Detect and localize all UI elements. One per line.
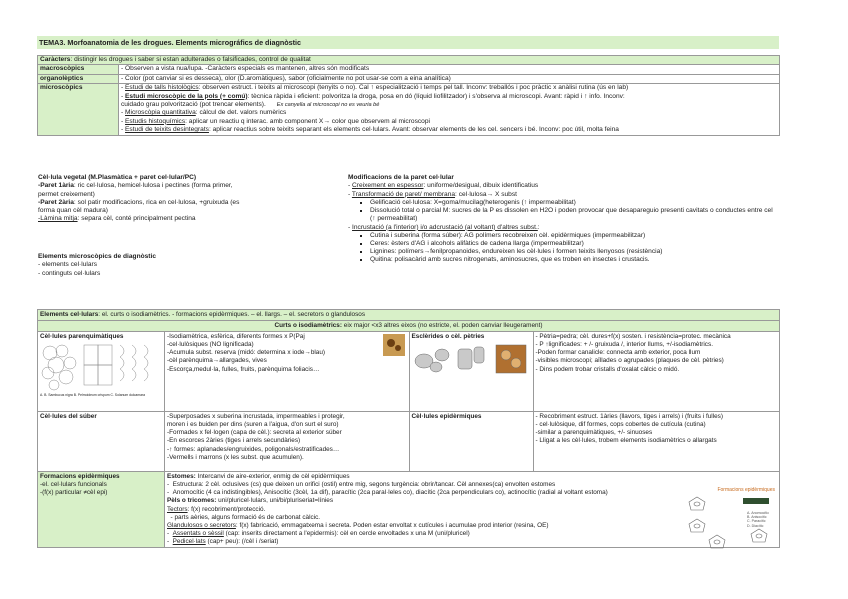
page-title: TEMA3. Morfoanatomia de les drogues. Elements micrográfics de diagnòstic bbox=[37, 36, 779, 49]
escleride-illustration bbox=[412, 341, 530, 375]
caracters-table bbox=[37, 55, 780, 136]
micro-text: - Estudi de talls histològics: observen estruct. i teixits al microscopi (tenyits o no). Cal ↑ especialització i temps pel tall. Inconv: treballós i poc pràctic x anàlisi rutina (ús en lab) - Estudi microscòpic de la pols (+ comú): tècnica ràpida i eficient: polvoritza la droga, posa en dó (líquid liofilitzador) i s'observa al microscopi. Avant: ràpid i ↑ info. Inconv: cuidado grau polvorització (pot trencar elements). Ex canyella al microscopi no es veuria bé - Microscòpia quantitativa: càlcul de det. valors numèrics - Estudis histoquímics: aplicar un reactiu q interac. amb component X→ color que observem al microscopi - Estudi de teixits desintegrats: aplicar reactius sobre teixits separant els elements cel·lulars. Avant: observar elements de les cel. sencers i bé. Inconv: poc útil, molta feina bbox=[119, 84, 780, 135]
modificacions-heading: Modificacions de la paret cel·lular bbox=[348, 174, 454, 181]
elements-micro-heading: Elements microscòpics de diagnòstic bbox=[38, 253, 156, 260]
parenquima-illustration bbox=[40, 341, 160, 393]
form-fig-title: Formacions epidèrmiques bbox=[717, 487, 775, 494]
list-item: - continguts cel·lulars bbox=[38, 269, 101, 277]
organo-label: organolèptics bbox=[38, 74, 119, 83]
form-figure: Formacions epidèrmiques A. Anomocític B. Anisocític C. Paracític D. Diacític bbox=[685, 486, 775, 557]
elements-table bbox=[37, 309, 780, 548]
caracters-header: Caràcters: distingir les drogues i saber si estan adulterades o falsificades, control de qualitat bbox=[38, 56, 780, 65]
starch-icon bbox=[383, 334, 405, 356]
escl-cell bbox=[409, 332, 533, 412]
epid-label: Cèl·lules epidèrmiques bbox=[411, 413, 482, 421]
parenq-fig-caption: A. B. Sambucus nigra B. Pelmoideum crispum C. Solanum dulcamara bbox=[40, 393, 145, 398]
cell-vegetal-heading: Cèl·lula vegetal (M.Plasmàtica + paret cel·lular/PC) bbox=[38, 174, 197, 181]
list-item: ▪ Cutina i suberina (forma súber): AG polímers recobreixen cèl. epidèrmiques (impermeabilitzar) bbox=[370, 232, 778, 240]
list-item: ▪ Ceres: èsters d'AG i alcohols alifàtics de cadena llarga (impermeabilitzar) bbox=[370, 240, 778, 248]
parenq-label: Cèl·lules parenquimàtiques bbox=[40, 333, 124, 341]
suber-label: Cèl·lules del súber bbox=[40, 413, 97, 421]
suber-cell bbox=[38, 412, 165, 472]
list-item: ▪ Quitina: polisacàrid amb sucres nitrogenats, aminosucres, que es troben en insectes i crustacis. bbox=[370, 256, 778, 264]
cell-vegetal-section: Cèl·lula vegetal (M.Plasmàtica + paret cel·lular/PC) -Paret 1ària: ric cel·lulosa, hemicel·lulosa i pectines (forma primer, permet creixement) -Paret 2ària: sol patir modificacions, rica en cel·lulosa, +gruixuda (es forma quan cèl madura) -Làmina mitja: separa cèl, conté principalment pectina bbox=[38, 174, 338, 224]
parenq-text: -Isodiamètrica, esfèrica, diferents formes x P(Paj -cel·lulòsiques (NO lignificada) -Acumula subst. reserva (midó: determina x iode→blau) -cèl parènquima→allargades, vives -Escorça,medul·la, fulles, fruits, parènquima foliacis… bbox=[164, 332, 409, 412]
list-item: ▪ Lignines: polímers→fenilpropanoides, endureixen les cèl·lules i formen teixits llenyosos (resistència) bbox=[370, 248, 778, 256]
micro-label: microscòpics bbox=[38, 84, 119, 135]
organo-text: - Color (pot canviar si es desseca), olor (D.aromàtiques), sabor (oficialmente no pot usar-se com a eina analítica) bbox=[119, 74, 780, 83]
epid-cell bbox=[409, 412, 533, 472]
form-cell: Formacions epidèrmiques -el. cel·lulars funcionals -(f(x) particular ≠cèl epi) bbox=[38, 472, 165, 548]
modificacions-section: Modificacions de la paret cel·lular - Creixement en espessor: uniforme/desigual, dibuix identificatius - Transformació de paret/ membrana: cel·lulosa→ X subst ▪ Gelificació cel·lulosa: X=goma/mucilag(heterogenis (↑ impermeabilitat) ▪ Dissolució total o parcial M: sucres de la P es dissolen en H2O i poden provocar que desapareguio presenti cavitats o conductes entre cel (↑ permeabilitat) - Incrustació (a l'interior) i/o adcrustació (al voltant) d'altres subst.: ▪ Cutina i suberina (forma súber): AG polímers recobreixen cèl. epidèrmiques (impermeabilitzar) ▪ Ceres: èsters d'AG i alcohols alifàtics de cadena llarga (impermeabilitzar) ▪ Lignines: polímers→fenilpropanoides, endureixen les cèl·lules i formen teixits llenyosos (resistència) ▪ Quitina: polisacàrid amb sucres nitrogenats, aminosucres, que es troben en insectes i crustacis. bbox=[348, 174, 778, 265]
curts-header: Curts o isodiamètrics: eix major <x3 altres eixos (no estricte, el. poden canviar lleugerament) bbox=[38, 321, 780, 332]
escl-text: - Pètria=pedra; cèl. dures+f(x) sosten. i resistència=protec. mecànica - P ↑lignificades: + /- gruixuda /, interior llums, +/-isodiamètrics. -Poden formar canalicle: connecta amb exterior, poca llum -visibles microscopi; aïllades o agrupades (plaques de cèl. pètries) - Dins podem trobar cristalls d'oxalat càlcic o midó. bbox=[533, 332, 780, 412]
epid-text: - Recobriment estruct. 1àries (llavors, tiges i arrels) i (fruits i fulles) - cel·lulòsique, dif formes, cops cobertes de cutícula (cutina) -similar a parenquimàtiques, +/- sinuoses - Lligat a les cèl·lules, trobem elements isodiamètrics o allargats bbox=[533, 412, 780, 472]
elements-header: Elements cel·lulars: el. curts o isodiamètrics. - formacions epidèrmiques. – el. llargs. – el. secretors o glandulosos bbox=[38, 310, 780, 321]
macro-label: macroscòpics bbox=[38, 65, 119, 74]
form-text: Estomes: Intercanvi de aire-exterior, enmig de cèl epidèrmiques - Estructura: 2 cèl. oclusives (cs) que deixen un orifici (ostil) entre mig, segons turgència: obrir/tancar. Cèl annexes(ca) envolten estomes - Anomocític (4 ca indistingibles), Anisocític (3cèl, 1a dif), paracític (2ca paral·leles co), diacític (2ca perpendiculars co), actinocític (radial al voltant estoma) Pèls o tricomes: uni/pluricel·lulars, uni/bi/pluriseriat=línies Tectors: f(x) recobriment/protecció. - parts aèries, alguns formació és de carbonat càlcic. Glandulosos o secretors: f(x) fabricació, emmagatxema i secreta. Poden estar envoltat x cutícules i acumulae prod interior (resina, OE) - Assentats o sèssil (cap: inserits directament a l'epidermis): cèl en cercle envoltades x una M (uni/pluricel) - Pedicel·lats (cap+ peu): (/cèl i /seriat) Formacions epidèrmiques A. Anomocític B. Anisocític C. Paracític D. Diacític bbox=[164, 472, 779, 548]
parenq-cell bbox=[38, 332, 165, 412]
macro-text: - Observen a vista nua/lupa. -Caràcters especials es mantenen, altres són modificats bbox=[119, 65, 780, 74]
escl-label: Esclèrides o cèl. pètries bbox=[411, 333, 485, 341]
list-item: ▪ Dissolució total o parcial M: sucres de la P es dissolen en H2O i poden provocar que desapareguio presenti cavitats o conductes entre cel (↑ permeabilitat) bbox=[370, 207, 778, 223]
list-item: - elements cel·lulars bbox=[38, 261, 97, 269]
list-item: ▪ Gelificació cel·lulosa: X=goma/mucilag(heterogenis (↑ impermeabilitat) bbox=[370, 199, 778, 207]
form-label: Formacions epidèrmiques bbox=[40, 473, 120, 481]
elements-micro-section bbox=[38, 253, 318, 278]
suber-text: -Superposades x suberina incrustada, impermeables i protegir, moren i es buiden per dins (suren a l'aigua, d'on surt el suro) -Formades x fel·logen (capa de cèl.): secreta al exterior súber -En escorces 2àries (tiges i arrels secundàries) -↑ formes: aplanades/engruixides, poligonals/estratificades… -Vermells i marrons (x les subst. que acumulen). bbox=[164, 412, 409, 472]
